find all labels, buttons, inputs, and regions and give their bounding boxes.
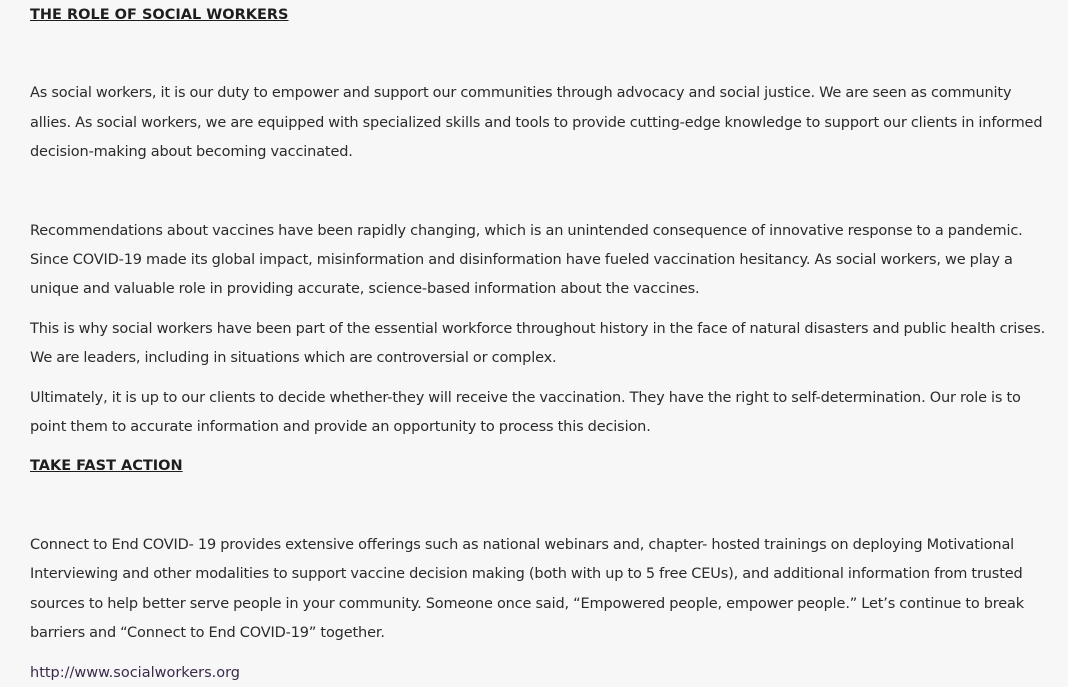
section-heading-role: THE ROLE OF SOCIAL WORKERS [30,7,289,23]
spacer [30,649,1048,659]
paragraph-action-1: Connect to End COVID- 19 provides extensive offerings such as national webinars and, chapter- hosted trainings on deploying Motivational Interviewing and other modalities to support vaccine decision making (both with up to 5 free CEUs), and additional information from trusted sources to help better serve people in your community. Someone once said, “Empowered people, empower people.” Let’s continue to break barriers and “Connect to End COVID-19” together. [30,536,1025,642]
socialworkers-link[interactable]: http://www.socialworkers.org [30,664,241,681]
spacer [30,374,1048,384]
spacer [30,482,1048,531]
spacer [30,168,1048,217]
paragraph-role-2: Recommendations about vaccines have been rapidly changing, which is an unintended consequence of innovative response to a pandemic. Since COVID-19 made its global impact, misinformation and disinformation have fueled vaccination hesitancy. As social workers, we play a unique and valuable role in providing accurate, science-based information about the vaccines. [30,222,1023,298]
paragraph-role-1: As social workers, it is our duty to empower and support our communities through advocacy and social justice. We are seen as community allies. As social workers, we are equipped with specialized skills and tools to provide cutting-edge knowledge to support our clients in informed decision-making about becoming vaccinated. [30,85,1043,161]
spacer [30,30,1048,79]
section-heading-action: TAKE FAST ACTION [30,458,183,475]
spacer [30,442,1048,452]
spacer [30,305,1048,315]
paragraph-role-3: This is why social workers have been part of the essential workforce throughout history in the face of natural disasters and public health crises. We are leaders, including in situations which are controversial or complex. [30,320,1046,367]
paragraph-role-4: Ultimately, it is up to our clients to decide whether-they will receive the vaccination. They have the right to self-determination. Our role is to point them to accurate information and provide an opportunity to process this decision. [30,389,1021,436]
